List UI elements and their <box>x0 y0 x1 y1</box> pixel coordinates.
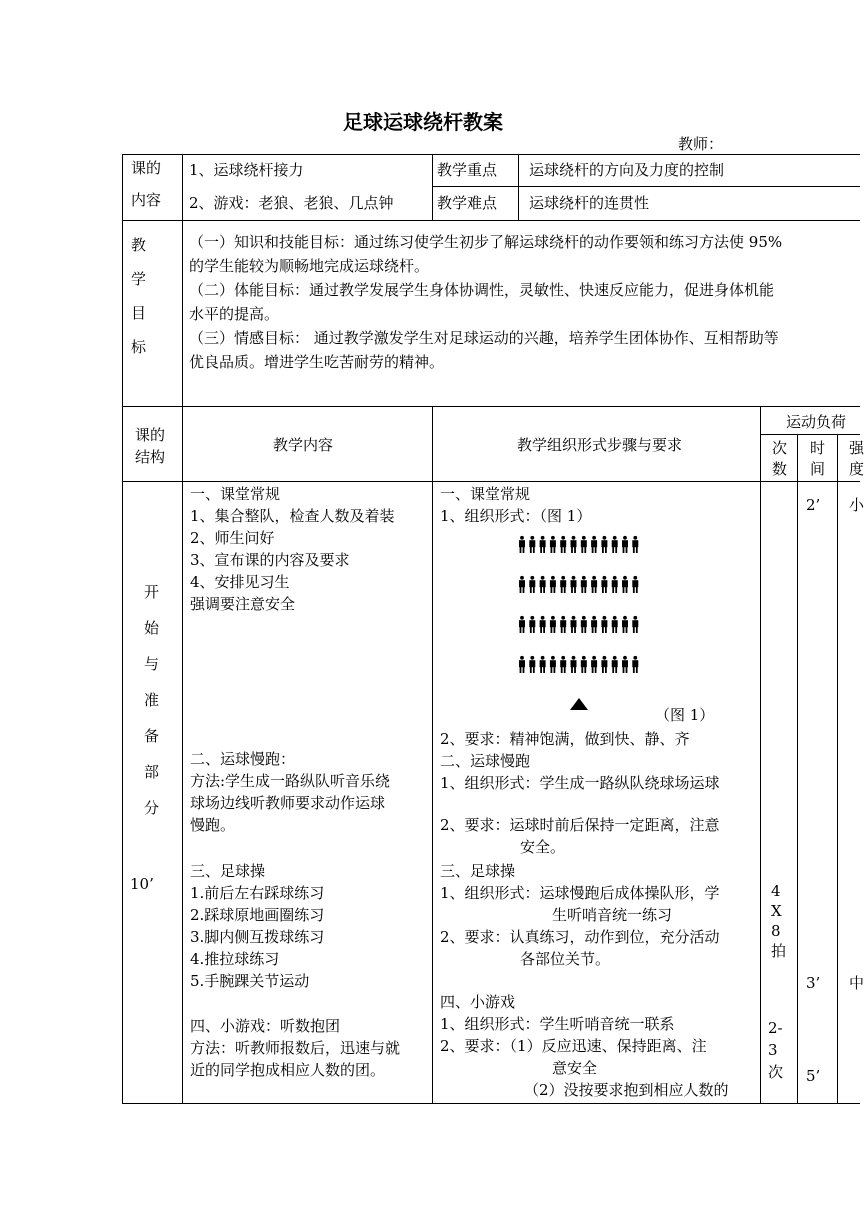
section-name: 开 始 与 准 备 部 分 <box>144 583 160 817</box>
lesson-content-label: 课的 内容 <box>131 159 162 209</box>
formation-figure <box>518 532 648 692</box>
person-icon <box>560 616 566 633</box>
person-icon <box>519 656 525 673</box>
person-icon <box>550 576 556 593</box>
person-icon <box>540 576 546 593</box>
person-icon <box>622 576 628 593</box>
person-icon <box>601 536 607 553</box>
org-block-routine: 一、课堂常规 1、组织形式：（图 1） <box>440 485 592 525</box>
person-icon <box>560 656 566 673</box>
person-icon <box>529 656 535 673</box>
person-icon <box>571 616 577 633</box>
difficulty-label: 教学难点 <box>437 194 498 212</box>
intensity-routine: 小 <box>849 496 864 514</box>
person-icon <box>612 656 618 673</box>
person-icon <box>622 536 628 553</box>
formation-svg <box>518 532 648 692</box>
time-game: 5’ <box>806 1067 821 1085</box>
person-icon <box>519 576 525 593</box>
person-icon <box>519 616 525 633</box>
triangle-icon <box>569 697 589 711</box>
times-game: 2- 3 次 <box>768 1019 784 1081</box>
person-icon <box>571 576 577 593</box>
content-block-jog: 二、运球慢跑： 方法:学生成一路纵队听音乐绕 球场边线听教师要求动作运球 慢跑。 <box>190 750 391 834</box>
org-jog-requirement: 2、要求：运球时前后保持一定距离，注意 安全。 <box>440 816 720 856</box>
content-block-routine: 一、课堂常规 1、集合整队，检查人数及着装 2、师生问好 3、宣布课的内容及要求 4、安排见习生 强调要注意安全 <box>190 485 395 613</box>
person-icon <box>571 656 577 673</box>
person-icon <box>540 536 546 553</box>
person-icon <box>601 656 607 673</box>
header-times: 次 数 <box>772 439 788 478</box>
teaching-goals-text: （一）知识和技能目标：通过练习使学生初步了解运球绕杆的动作要领和练习方法使 95% 的学生能较为顺畅地完成运球绕杆。 （二）体能目标：通过教学发展学生身体协调性，灵敏性、快速反应能力，促进身体机能 水平的提高。 （三）情感目标： 通过教学激发学生对足球运动的兴趣，培养学生团体协作、互相帮助等 优良品质。增进学生吃苦耐劳的精神。 <box>189 233 783 371</box>
section-duration: 10’ <box>130 875 154 893</box>
person-icon <box>612 576 618 593</box>
person-icon <box>612 616 618 633</box>
times-exercise: 4 X 8 拍 <box>771 882 787 960</box>
person-icon <box>560 576 566 593</box>
time-routine: 2’ <box>806 496 821 514</box>
key-point-label: 教学重点 <box>437 161 498 179</box>
person-icon <box>632 536 638 553</box>
person-icon <box>632 576 638 593</box>
header-load: 运动负荷 <box>786 413 847 431</box>
person-icon <box>581 536 587 553</box>
person-icon <box>550 536 556 553</box>
person-icon <box>622 656 628 673</box>
figure-caption: （图 1） <box>655 706 715 724</box>
person-icon <box>612 536 618 553</box>
lesson-content-item-1: 1、运球绕杆接力 <box>189 161 304 179</box>
time-exercise: 3’ <box>806 974 821 992</box>
lesson-content-item-2: 2、游戏：老狼、老狼、几点钟 <box>189 194 394 212</box>
person-icon <box>550 656 556 673</box>
content-block-game: 四、小游戏：听数抱团 方法：听教师报数后，迅速与就 近的同学抱成相应人数的团。 <box>190 1017 401 1079</box>
difficulty-value: 运球绕杆的连贯性 <box>529 194 650 212</box>
header-intensity: 强 度 <box>849 439 864 478</box>
person-icon <box>560 536 566 553</box>
teacher-label: 教师： <box>678 135 724 153</box>
header-content: 教学内容 <box>273 436 334 454</box>
person-icon <box>540 616 546 633</box>
org-routine-requirement: 2、要求：精神饱满，做到快、静、齐 <box>440 730 690 748</box>
person-icon <box>529 616 535 633</box>
person-icon <box>601 576 607 593</box>
person-icon <box>550 616 556 633</box>
person-icon <box>622 616 628 633</box>
person-icon <box>601 616 607 633</box>
person-icon <box>591 536 597 553</box>
person-icon <box>591 616 597 633</box>
header-time: 时 间 <box>810 439 826 478</box>
person-icon <box>632 656 638 673</box>
person-icon <box>581 576 587 593</box>
person-icon <box>591 576 597 593</box>
header-structure: 课的 结构 <box>135 426 166 466</box>
org-block-game: 四、小游戏 1、组织形式：学生听哨音统一联系 2、要求：（1）反应迅速、保持距离、注 意安全 （2）没按要求抱到相应人数的 <box>440 993 729 1099</box>
person-icon <box>581 656 587 673</box>
page-title: 足球运球绕杆教案 <box>343 110 503 134</box>
person-icon <box>632 616 638 633</box>
person-icon <box>529 576 535 593</box>
content-block-exercise: 三、足球操 1.前后左右踩球练习 2.踩球原地画圈练习 3.脚内侧互拨球练习 4.推拉球练习 5.手腕踝关节运动 <box>190 862 325 990</box>
person-icon <box>581 616 587 633</box>
person-icon <box>519 536 525 553</box>
teaching-goals-label: 教 学 目 标 <box>131 236 147 356</box>
intensity-exercise: 中 <box>849 974 864 992</box>
person-icon <box>540 656 546 673</box>
key-point-value: 运球绕杆的方向及力度的控制 <box>529 161 725 179</box>
org-block-jog: 二、运球慢跑 1、组织形式：学生成一路纵队绕球场运球 <box>440 752 720 792</box>
person-icon <box>571 536 577 553</box>
person-icon <box>591 656 597 673</box>
header-organization: 教学组织形式步骤与要求 <box>517 436 683 454</box>
org-block-exercise: 三、足球操 1、组织形式：运球慢跑后成体操队形，学 生听哨音统一练习 2、要求：认真练习，动作到位，充分活动 各部位关节。 <box>440 862 720 968</box>
person-icon <box>529 536 535 553</box>
